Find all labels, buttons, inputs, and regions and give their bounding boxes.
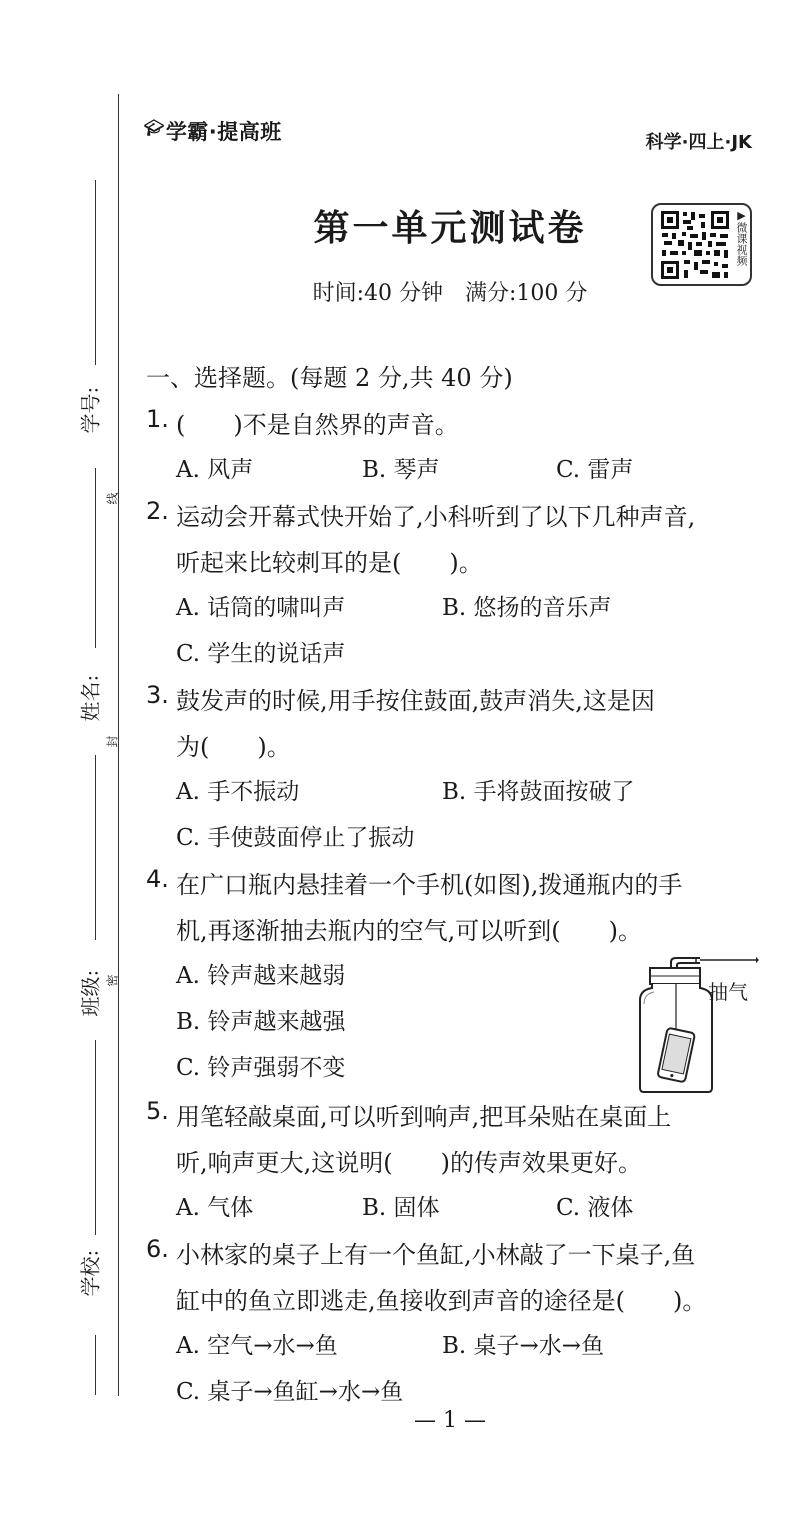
jar-figure (634, 954, 759, 1094)
page-title: 第一单元测试卷 (313, 207, 587, 249)
option-c[interactable]: C. 铃声强弱不变 (176, 1055, 346, 1081)
question-text: 鼓发声的时候,用手按住鼓面,鼓声消失,这是因 (176, 687, 655, 715)
option-c[interactable]: C. 桌子→鱼缸→水→鱼 (176, 1379, 404, 1405)
question-text: ( )不是自然界的声音。 (176, 411, 459, 439)
option-b[interactable]: B. 琴声 (362, 457, 440, 483)
exam-meta: 时间:40 分钟 满分:100 分 (312, 281, 588, 306)
question-number: 4. (146, 865, 169, 893)
option-a[interactable]: A. 手不振动 (176, 779, 300, 805)
question-text: 在广口瓶内悬挂着一个手机(如图),拨通瓶内的手 (176, 871, 683, 899)
play-icon: ▶︎ (735, 209, 748, 222)
class-label: 班级: (78, 969, 103, 1017)
question-text: 听,响声更大,这说明( )的传声效果更好。 (176, 1149, 642, 1177)
cut-mark-seal: 封 (105, 735, 120, 748)
subject-label: 科学·四上·JK (645, 132, 752, 153)
page-number: — 1 — (414, 1408, 486, 1433)
option-a[interactable]: A. 风声 (176, 457, 254, 483)
name-label: 姓名: (78, 674, 103, 722)
section-heading: 一、选择题。(每题 2 分,共 40 分) (146, 364, 513, 392)
cut-mark-secret: 密 (105, 974, 120, 987)
name-line (95, 468, 96, 648)
question-text: 机,再逐渐抽去瓶内的空气,可以听到( )。 (176, 917, 642, 945)
question-number: 6. (146, 1235, 169, 1263)
brand-text: 学霸·提高班 (165, 120, 282, 144)
option-b[interactable]: B. 桌子→水→鱼 (442, 1333, 605, 1359)
school-line (95, 1040, 96, 1235)
jar-with-phone-icon (634, 954, 759, 1094)
cut-mark-line: 线 (105, 492, 120, 505)
option-c[interactable]: C. 雷声 (556, 457, 634, 483)
figure-label: 抽气 (708, 980, 748, 1004)
option-b[interactable]: B. 手将鼓面按破了 (442, 779, 635, 805)
option-b[interactable]: B. 铃声越来越强 (176, 1009, 346, 1035)
qr-code-icon (660, 210, 730, 280)
question-text: 小林家的桌子上有一个鱼缸,小林敲了一下桌子,鱼 (176, 1241, 696, 1269)
option-c[interactable]: C. 学生的说话声 (176, 641, 346, 667)
option-c[interactable]: C. 手使鼓面停止了振动 (176, 825, 415, 851)
option-c[interactable]: C. 液体 (556, 1195, 634, 1221)
option-b[interactable]: B. 悠扬的音乐声 (442, 595, 612, 621)
option-a[interactable]: A. 空气→水→鱼 (176, 1333, 338, 1359)
qr-label: ▶︎微课视频 (735, 209, 748, 266)
question-text: 用笔轻敲桌面,可以听到响声,把耳朵贴在桌面上 (176, 1103, 672, 1131)
question-number: 5. (146, 1097, 169, 1125)
option-a[interactable]: A. 气体 (176, 1195, 254, 1221)
question-text: 听起来比较刺耳的是( )。 (176, 549, 483, 577)
school-label: 学校: (78, 1249, 103, 1297)
qr-code[interactable] (651, 203, 752, 286)
student-id-line (95, 180, 96, 365)
question-number: 2. (146, 497, 169, 525)
bottom-line (95, 1335, 96, 1395)
question-text: 为( )。 (176, 733, 291, 761)
class-line (95, 755, 96, 940)
option-a[interactable]: A. 话筒的啸叫声 (176, 595, 346, 621)
graduation-cap-icon: 🎓︎ (144, 118, 165, 137)
student-id-label: 学号: (78, 386, 103, 434)
option-a[interactable]: A. 铃声越来越弱 (176, 963, 346, 989)
question-number: 3. (146, 681, 169, 709)
question-number: 1. (146, 405, 169, 433)
question-text: 缸中的鱼立即逃走,鱼接收到声音的途径是( )。 (176, 1287, 707, 1315)
option-b[interactable]: B. 固体 (362, 1195, 440, 1221)
brand-logo (144, 116, 282, 146)
question-text: 运动会开幕式快开始了,小科听到了以下几种声音, (176, 503, 696, 531)
